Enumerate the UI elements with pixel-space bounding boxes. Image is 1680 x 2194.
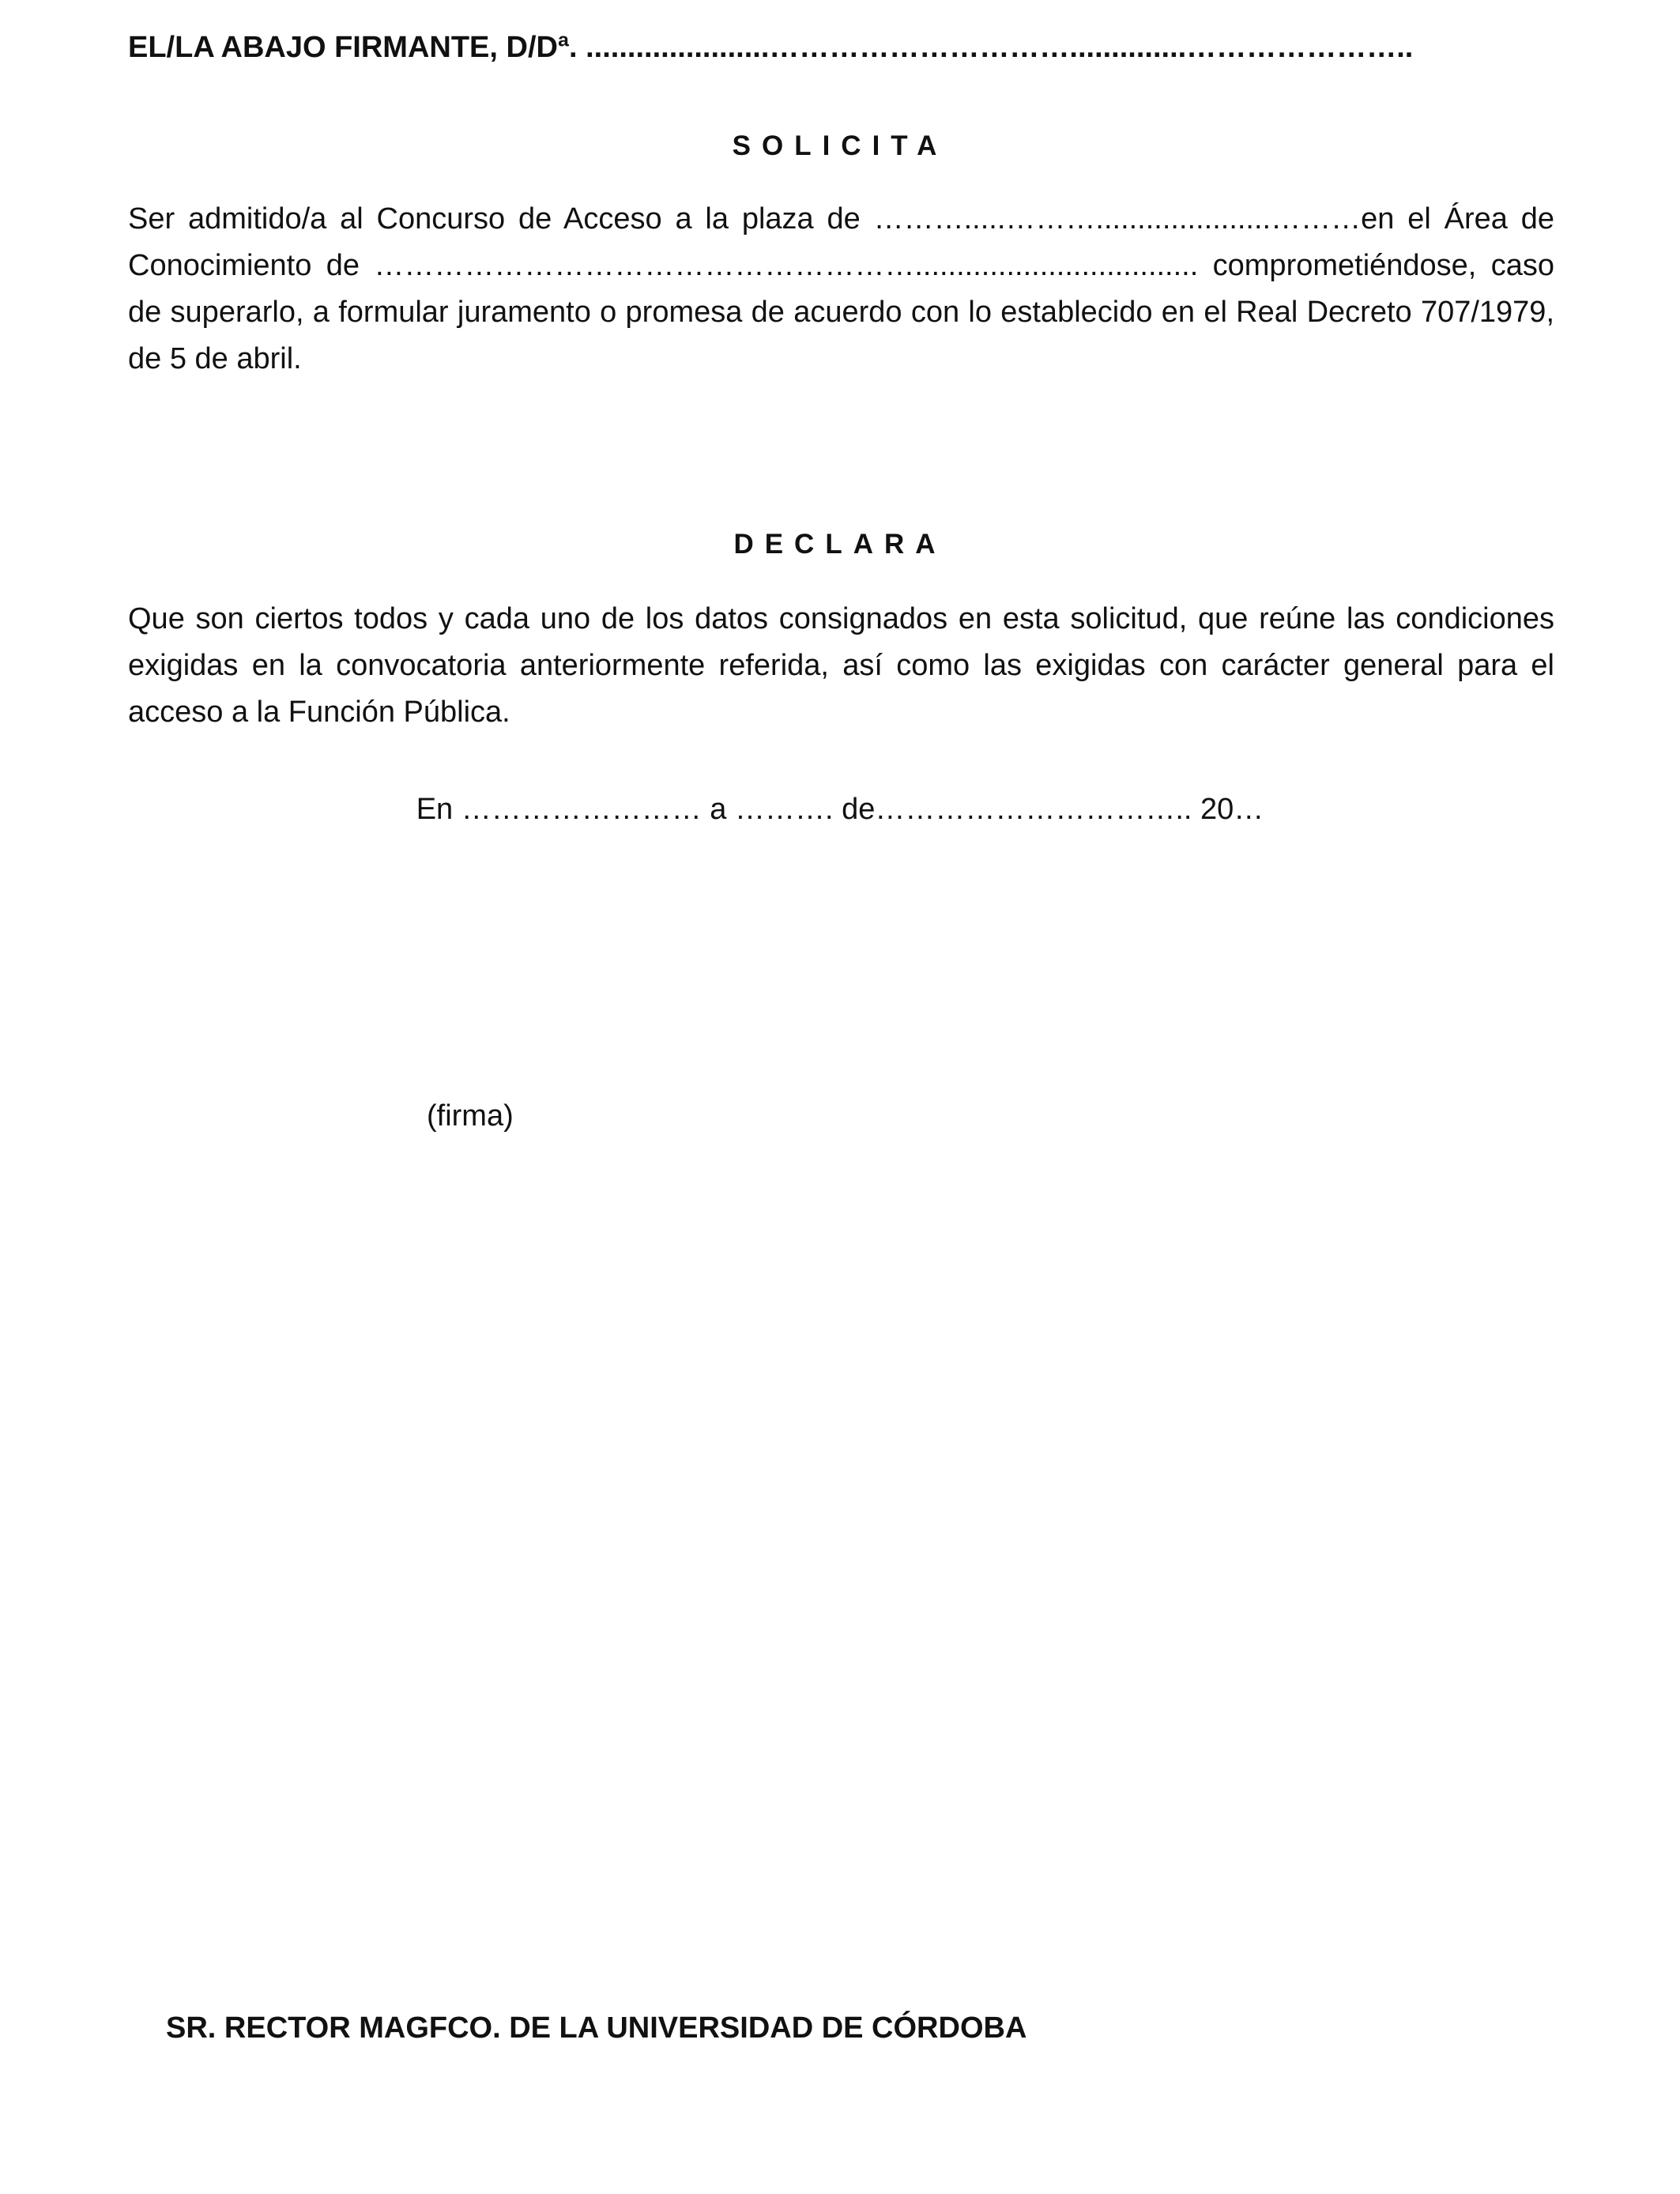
declara-heading: DECLARA <box>733 529 947 560</box>
solicita-heading: SOLICITA <box>732 130 948 161</box>
declara-paragraph: Que son ciertos todos y cada uno de los datos consignados en esta solicitud, que reúne las condiciones exigidas en la convocatoria anteriormente referida, así como las exigidas con carácter general para el acceso a la Función Pública. <box>128 602 1554 729</box>
solicita-paragraph: Ser admitido/a al Concurso de Acceso a la plaza de ……….....……….....................………en el Área de Conocimiento de ……………………………………………….................................. comprometiéndose, caso de superarlo, a formular juramento o promesa de acuerdo con lo establecido en el Real Decreto 707/1979, de 5 de abril. <box>128 202 1554 375</box>
signature-label: (firma) <box>427 1099 514 1133</box>
addressee-line: SR. RECTOR MAGFCO. DE LA UNIVERSIDAD DE CÓRDOBA <box>166 2011 1027 2045</box>
place-date-line: En …………………… a ………. de………………………….. 20… <box>416 793 1264 826</box>
declarant-name-line: EL/LA ABAJO FIRMANTE, D/Dª. ......................…………………………..............………………….. <box>128 31 1414 64</box>
